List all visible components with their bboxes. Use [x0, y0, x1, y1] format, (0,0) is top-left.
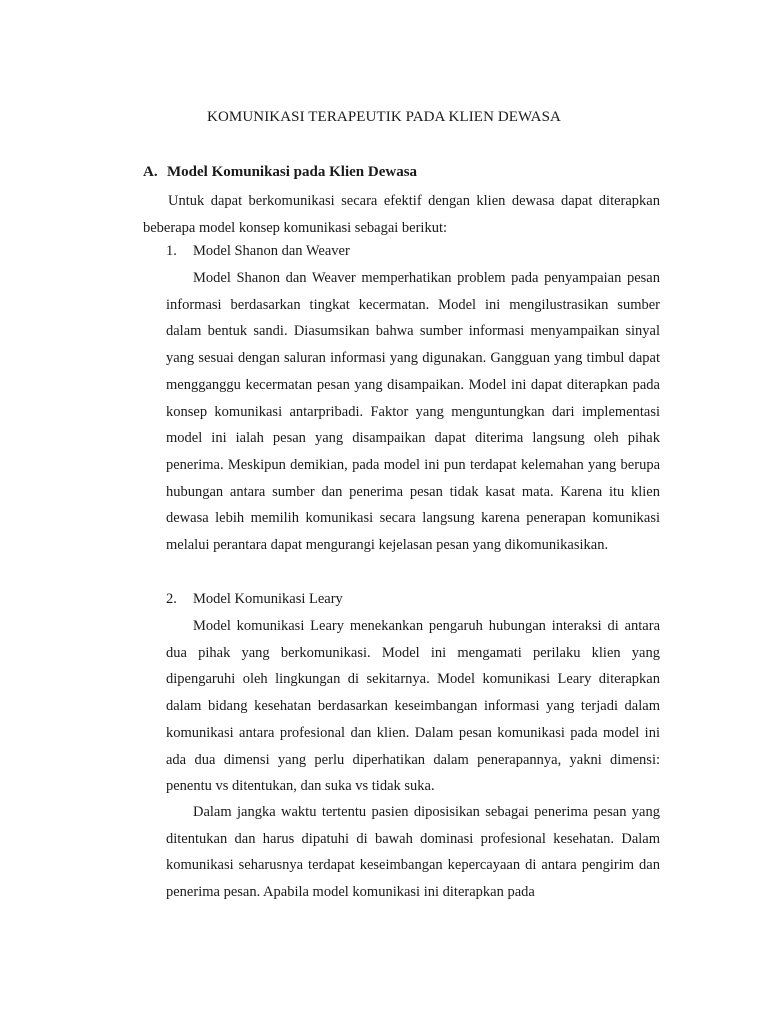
subsection-number: 1.: [166, 243, 177, 259]
subsection-heading-2: [166, 586, 343, 613]
subsection-title: Model Komunikasi Leary: [193, 591, 343, 607]
body-paragraph-leary-2: Dalam jangka waktu tertentu pasien diposisikan sebagai penerima pesan yang ditentukan dan harus dipatuhi di bawah dominasi profesional kesehatan. Dalam komunikasi seharusnya terdapat keseimbangan kepercayaan di antara pengirim dan penerima pesan. Apabila model komunikasi ini diterapkan pada: [166, 804, 660, 901]
section-heading: [143, 164, 417, 181]
body-paragraph-leary-1: Model komunikasi Leary menekankan pengaruh hubungan interaksi di antara dua pihak yang berkomunikasi. Model ini mengamati perilaku klien yang dipengaruhi oleh lingkungan di sekitarnya. Model komunikasi Leary diterapkan dalam bidang kesehatan berdasarkan keseimbangan informasi yang terjadi dalam komunikasi antara profesional dan klien. Dalam pesan komunikasi pada model ini ada dua dimensi yang perlu diperhatikan dalam penerapannya, yakni dimensi: penentu vs ditentukan, dan suka vs tidak suka.: [166, 618, 660, 795]
subsection-heading-1: [166, 238, 350, 265]
intro-paragraph: Untuk dapat berkomunikasi secara efektif dengan klien dewasa dapat diterapkan beberapa model konsep komunikasi sebagai berikut:: [143, 193, 660, 236]
subsection-number: 2.: [166, 591, 177, 607]
document-title: KOMUNIKASI TERAPEUTIK PADA KLIEN DEWASA: [207, 109, 561, 125]
section-heading-text: Model Komunikasi pada Klien Dewasa: [167, 164, 418, 180]
section-letter: A.: [143, 164, 158, 180]
subsection-title: Model Shanon dan Weaver: [193, 243, 350, 259]
body-paragraph-shanon-weaver: Model Shanon dan Weaver memperhatikan problem pada penyampaian pesan informasi berdasarkan tingkat kecermatan. Model ini mengilustrasikan sumber dalam bentuk sandi. Diasumsikan bahwa sumber informasi menyampaikan sinyal yang sesuai dengan saluran informasi yang digunakan. Gangguan yang timbul dapat mengganggu kecermatan pesan yang disampaikan. Model ini dapat diterapkan pada konsep komunikasi antarpribadi. Faktor yang menguntungkan dari implementasi model ini ialah pesan yang disampaikan dapat diterima langsung oleh pihak penerima. Meskipun demikian, pada model ini pun terdapat kelemahan yang berupa hubungan antara sumber dan penerima pesan tidak kasat mata. Karena itu klien dewasa lebih memilih komunikasi secara langsung karena penerapan komunikasi melalui perantara dapat mengurangi kejelasan pesan yang dikomunikasikan.: [166, 270, 660, 554]
